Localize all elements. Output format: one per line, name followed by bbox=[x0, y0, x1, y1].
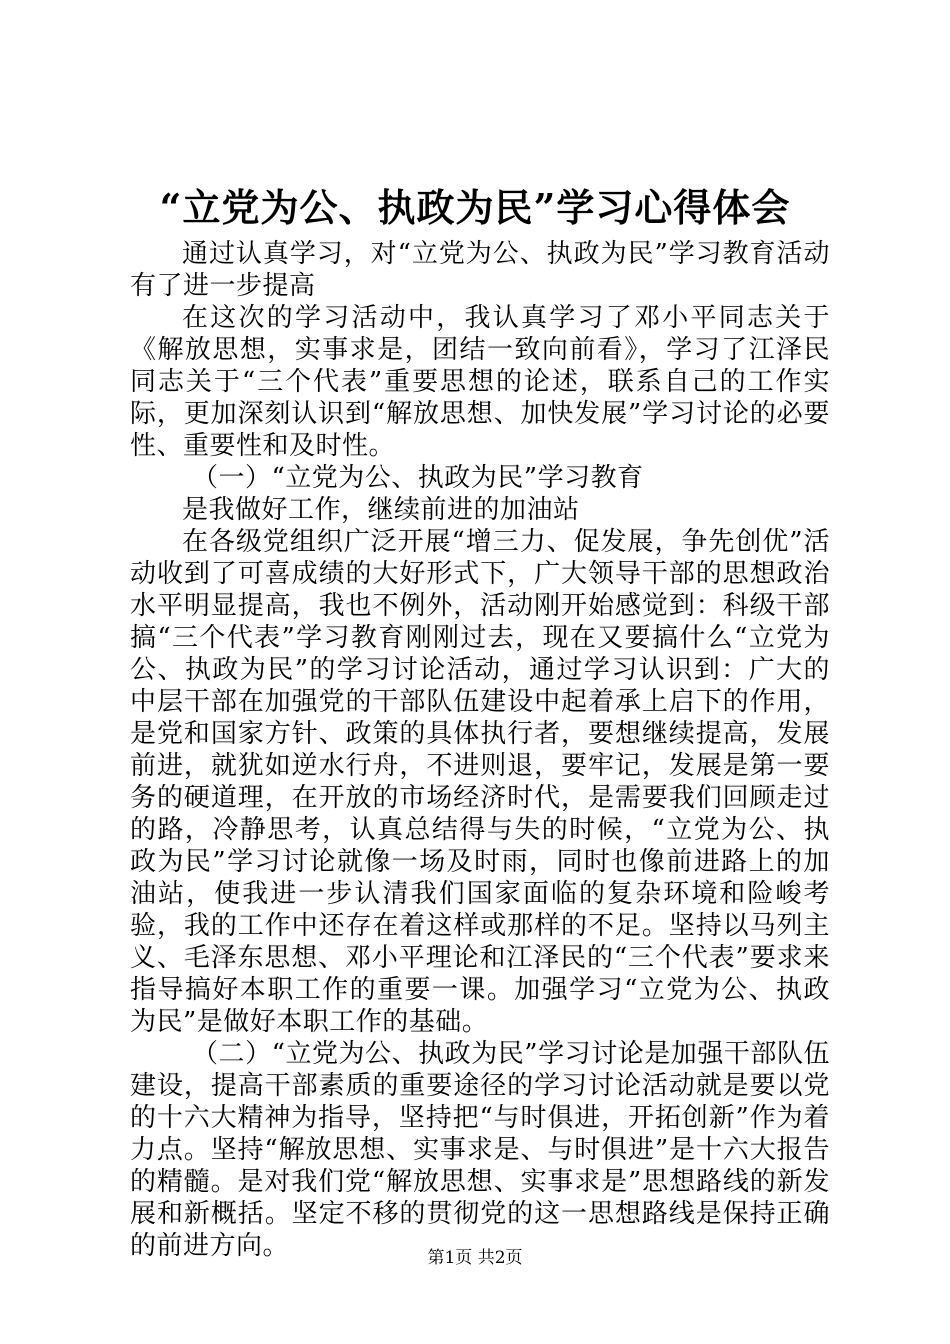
paragraph-intro: 通过认真学习，对“立党为公、执政为民”学习教育活动有了进一步提高 bbox=[130, 239, 830, 301]
paragraph-study-activity: 在这次的学习活动中，我认真学习了邓小平同志关于《解放思想，实事求是，团结一致向前看》，学习了江泽民同志关于“三个代表”重要思想的论述，联系自己的工作实际，更加深刻认识到“解放思想、加快发展”学习讨论的必要性、重要性和及时性。 bbox=[130, 303, 830, 461]
paragraph-section-2: （二）“立党为公、执政为民”学习讨论是加强干部队伍建设，提高干部素质的重要途径的学习讨论活动就是要以党的十六大精神为指导，坚持把“与时俱进，开拓创新”作为着力点。坚持“解放思想、实事求是、与时俱进”是十六大报告的精髓。是对我们党“解放思想、实事求是”思想路线的新发展和新概括。坚定不移的贯彻党的这一思想路线是保持正确的前进方向。 bbox=[130, 1039, 830, 1261]
paragraph-section-1-body: 在各级党组织广泛开展“增三力、促发展，争先创优”活动收到了可喜成绩的大好形式下，广大领导干部的思想政治水平明显提高，我也不例外，活动刚开始感觉到：科级干部搞“三个代表”学习教育刚刚过去，现在又要搞什么“立党为公、执政为民”的学习讨论活动，通过学习认识到：广大的中层干部在加强党的干部队伍建设中起着承上启下的作用，是党和国家方针、政策的具体执行者，要想继续提高，发展前进，就犹如逆水行舟，不进则退，要牢记，发展是第一要务的硬道理，在开放的市场经济时代，是需要我们回顾走过的路，冷静思考，认真总结得与失的时候，“立党为公、执政为民”学习讨论就像一场及时雨，同时也像前进路上的加油站，使我进一步认清我们国家面临的复杂环境和险峻考验，我的工作中还存在着这样或那样的不足。坚持以马列主义、毛泽东思想、邓小平理论和江泽民的“三个代表”要求来指导搞好本职工作的重要一课。加强学习“立党为公、执政为民”是做好本职工作的基础。 bbox=[130, 527, 830, 1037]
document-body bbox=[130, 238, 830, 1262]
document-title: “立党为公、执政为民”学习心得体会 bbox=[159, 185, 791, 230]
page-number-footer: 第1页 共2页 bbox=[427, 1248, 523, 1268]
section-heading-1: （一）“立党为公、执政为民”学习教育 bbox=[192, 463, 644, 493]
section-subheading-1: 是我做好工作，继续前进的加油站 bbox=[182, 495, 580, 525]
